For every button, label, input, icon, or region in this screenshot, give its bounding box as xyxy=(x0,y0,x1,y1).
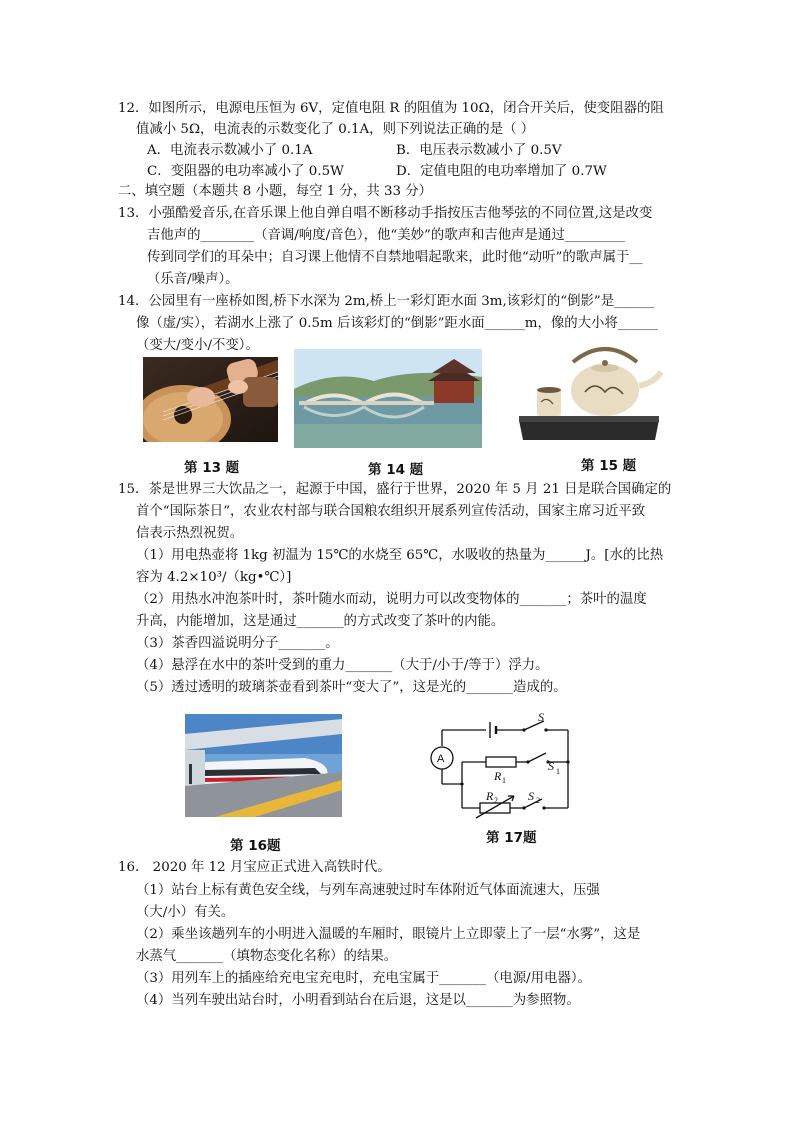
q15-sub-1a: （1）用电热壶将 1kg 初温为 15℃的水烧至 65℃，水吸收的热量为______J。[水的比热 xyxy=(136,548,664,563)
q13-line-3: 传到同学们的耳朵中；自习课上他情不自禁地唱起歌来，此时他“动听”的歌声属于__ xyxy=(147,250,643,265)
q15-line-1: 15．茶是世界三大饮品之一，起源于中国，盛行于世界，2020 年 5 月 21 日是联合国确定的 xyxy=(118,482,672,497)
q15-sub-2a: （2）用热水冲泡茶叶时，茶叶随水而动，说明力可以改变物体的_______；茶叶的温度 xyxy=(136,592,647,607)
ammeter-label: A xyxy=(437,753,445,765)
caption-q13: 第 13 题 xyxy=(184,460,240,476)
q13-line-1: 13．小强酷爱音乐,在音乐课上他自弹自唱不断移动手指按压吉他琴弦的不同位置,这是改变 xyxy=(118,206,653,221)
q16-sub-1a: （1）站台上标有黄色安全线，与列车高速驶过时车体附近气体面流速大，压强 xyxy=(136,883,600,898)
switch-s-label: S xyxy=(538,710,544,724)
q14-line-2: 像（虚/实），若湖水上涨了 0.5m 后该彩灯的“倒影”距水面______m，像的大小将______ xyxy=(136,316,658,331)
section-heading: 二、填空题（本题共 8 小题，每空 1 分，共 33 分） xyxy=(118,184,433,199)
switch-s2-label: S xyxy=(528,789,534,803)
bridge-photo xyxy=(294,349,482,448)
guitar-photo xyxy=(143,357,278,442)
resistor-r2-subscript: 2 xyxy=(494,796,498,805)
q14-line-3: （变大/变小/不变）。 xyxy=(136,338,259,353)
q16-sub-4: （4）当列车驶出站台时，小明看到站台在后退，这是以_______为参照物。 xyxy=(136,993,580,1008)
train-photo xyxy=(185,714,342,817)
q16-sub-2a: （2）乘坐该趟列车的小明进入温暖的车厢时，眼镜片上立即蒙上了一层“水雾”，这是 xyxy=(136,927,641,942)
resistor-r1-subscript: 1 xyxy=(502,776,506,785)
q12-option-a: A．电流表示数减小了 0.1A xyxy=(147,143,313,158)
caption-q17: 第 17题 xyxy=(486,830,537,846)
teapot-photo xyxy=(515,342,663,442)
switch-s1-label: S xyxy=(548,759,554,773)
resistor-r2-label: R xyxy=(486,789,494,803)
switch-s2-subscript: 2 xyxy=(536,796,540,805)
circuit-diagram xyxy=(428,708,576,823)
q12-line-2: 值减小 5Ω，电流表的示数变化了 0.1A，则下列说法正确的是（ ） xyxy=(136,122,535,137)
q15-sub-3: （3）茶香四溢说明分子_______。 xyxy=(136,636,339,651)
q12-option-c: C．变阻器的电功率减小了 0.5W xyxy=(147,164,344,179)
resistor-r1-label: R xyxy=(494,769,502,783)
q15-sub-1b: 容为 4.2×10³/（kg•℃）] xyxy=(136,570,292,585)
caption-q14: 第 14 题 xyxy=(368,462,424,478)
q14-line-1: 14．公园里有一座桥如图,桥下水深为 2m,桥上一彩灯距水面 3m,该彩灯的“倒影”是______ xyxy=(118,294,655,309)
q16-sub-1b: （大/小）有关。 xyxy=(136,905,235,920)
q15-sub-4: （4）悬浮在水中的茶叶受到的重力_______（大于/小于/等于）浮力。 xyxy=(136,658,549,673)
q16-line-1: 16． 2020 年 12 月宝应正式进入高铁时代。 xyxy=(118,860,391,875)
caption-q16: 第 16题 xyxy=(230,838,281,854)
q12-option-d: D．定值电阻的电功率增加了 0.7W xyxy=(396,164,607,179)
switch-s1-subscript: 1 xyxy=(556,767,560,776)
q13-line-2: 吉他声的________（音调/响度/音色），他“美妙”的歌声和吉他声是通过_________ xyxy=(147,228,625,243)
caption-q15: 第 15 题 xyxy=(581,458,637,474)
q16-sub-2b: 水蒸气_______（填物态变化名称）的结果。 xyxy=(136,949,398,964)
q15-line-2: 首个“国际茶日”，农业农村部与联合国粮农组织开展系列宣传活动，国家主席习近平致 xyxy=(136,504,646,519)
q13-line-4: （乐音/噪声）。 xyxy=(147,272,239,287)
q16-sub-3: （3）用列车上的插座给充电宝充电时，充电宝属于_______（电源/用电器）。 xyxy=(136,971,591,986)
q15-sub-2b: 升高，内能增加，这是通过_______的方式改变了茶叶的内能。 xyxy=(136,614,505,629)
q12-option-b: B．电压表示数减小了 0.5V xyxy=(396,143,562,158)
q15-sub-5: （5）透过透明的玻璃茶壶看到茶叶“变大了”，这是光的_______造成的。 xyxy=(136,680,567,695)
circuit-svg xyxy=(428,708,576,823)
q12-line-1: 12．如图所示，电源电压恒为 6V，定值电阻 R 的阻值为 10Ω，闭合开关后，使变阻器的阻 xyxy=(118,101,664,116)
q15-line-3: 信表示热烈祝贺。 xyxy=(136,526,244,541)
